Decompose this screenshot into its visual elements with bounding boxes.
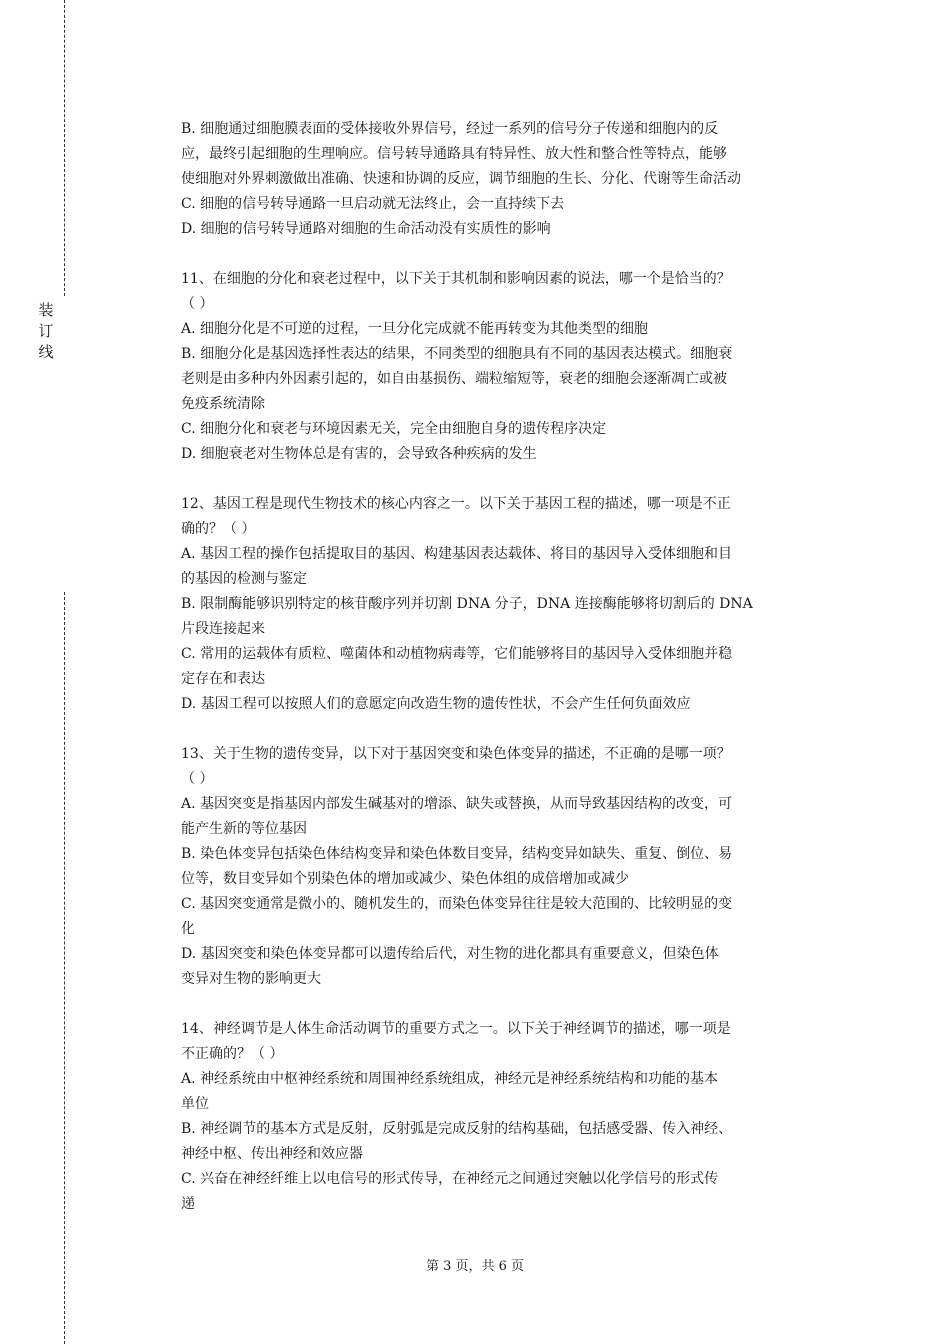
option-b-continued: 老则是由多种内外因素引起的，如自由基损伤、端粒缩短等，衰老的细胞会逐渐凋亡或被 <box>181 371 727 387</box>
option-a-continued: 能产生新的等位基因 <box>181 821 307 837</box>
option-d: D. 基因突变和染色体变异都可以遗传给后代，对生物的进化都具有重要意义，但染色体 <box>181 946 719 962</box>
option-b: B. 染色体变异包括染色体结构变异和染色体数目变异，结构变异如缺失、重复、倒位、易 <box>181 846 733 862</box>
option-b-continued: 神经中枢、传出神经和效应器 <box>181 1146 363 1162</box>
option-b-continued: 片段连接起来 <box>181 621 265 637</box>
question-stem: 14、神经调节是人体生命活动调节的重要方式之一。以下关于神经调节的描述，哪一项是 <box>181 1021 731 1037</box>
option-c: C. 兴奋在神经纤维上以电信号的形式传导，在神经元之间通过突触以化学信号的形式传 <box>181 1171 719 1187</box>
option-c-continued: 定存在和表达 <box>181 671 265 687</box>
option-a: A. 基因突变是指基因内部发生碱基对的增添、缺失或替换，从而导致基因结构的改变，可 <box>181 796 733 812</box>
question-stem-continued: 确的？（ ） <box>181 521 256 537</box>
option-d-continued: 变异对生物的影响更大 <box>181 971 321 987</box>
option-b-continued: 免疫系统清除 <box>181 396 265 412</box>
binding-line-top <box>64 0 65 296</box>
option-c: C. 细胞分化和衰老与环境因素无关，完全由细胞自身的遗传程序决定 <box>181 421 607 437</box>
page-footer <box>0 1258 950 1276</box>
page-number: 第 3 页，共 6 页 <box>425 1259 525 1274</box>
question-10-continuation <box>181 117 841 242</box>
question-stem-continued: 不正确的？（ ） <box>181 1046 284 1062</box>
question-13 <box>181 742 841 992</box>
option-d: D. 细胞衰老对生物体总是有害的，会导致各种疾病的发生 <box>181 446 537 462</box>
question-12 <box>181 492 841 717</box>
option-b: B. 细胞分化是基因选择性表达的结果，不同类型的细胞具有不同的基因表达模式。细胞衰 <box>181 346 733 362</box>
option-c: C. 基因突变通常是微小的、随机发生的，而染色体变异往往是较大范围的、比较明显的变 <box>181 896 733 912</box>
binding-label-char: 线 <box>38 343 54 361</box>
answer-blank: （ ） <box>181 771 214 787</box>
option-c: C. 常用的运载体有质粒、噬菌体和动植物病毒等，它们能够将目的基因导入受体细胞并稳 <box>181 646 733 662</box>
question-stem: 13、关于生物的遗传变异，以下对于基因突变和染色体变异的描述，不正确的是哪一项？ <box>181 746 731 762</box>
option-a: A. 基因工程的操作包括提取目的基因、构建基因表达载体、将目的基因导入受体细胞和目 <box>181 546 733 562</box>
question-content <box>181 117 841 1217</box>
question-11 <box>181 267 841 467</box>
option-b: B. 限制酶能够识别特定的核苷酸序列并切割 DNA 分子，DNA 连接酶能够将切割后的 DNA <box>181 596 753 612</box>
option-b-continued: 位等，数目变异如个别染色体的增加或减少、染色体组的成倍增加或减少 <box>181 871 629 887</box>
option-c: C. 细胞的信号转导通路一旦启动就无法终止，会一直持续下去 <box>181 196 565 212</box>
option-a: A. 细胞分化是不可逆的过程，一旦分化完成就不能再转变为其他类型的细胞 <box>181 321 649 337</box>
option-d: D. 细胞的信号转导通路对细胞的生命活动没有实质性的影响 <box>181 221 551 237</box>
option-a: A. 神经系统由中枢神经系统和周围神经系统组成，神经元是神经系统结构和功能的基本 <box>181 1071 719 1087</box>
question-14 <box>181 1017 841 1217</box>
option-b-continued: 使细胞对外界刺激做出准确、快速和协调的反应，调节细胞的生长、分化、代谢等生命活动 <box>181 171 741 187</box>
option-d: D. 基因工程可以按照人们的意愿定向改造生物的遗传性状，不会产生任何负面效应 <box>181 696 691 712</box>
option-a-continued: 单位 <box>181 1096 209 1112</box>
binding-line-bottom <box>64 592 65 1344</box>
option-b: B. 神经调节的基本方式是反射，反射弧是完成反射的结构基础，包括感受器、传入神经、 <box>181 1121 733 1137</box>
binding-label <box>36 300 56 363</box>
binding-label-char: 订 <box>38 322 54 340</box>
option-b: B. 细胞通过细胞膜表面的受体接收外界信号，经过一系列的信号分子传递和细胞内的反 <box>181 121 719 137</box>
option-b-continued: 应，最终引起细胞的生理响应。信号转导通路具有特异性、放大性和整合性等特点，能够 <box>181 146 727 162</box>
question-stem: 12、基因工程是现代生物技术的核心内容之一。以下关于基因工程的描述，哪一项是不正 <box>181 496 731 512</box>
option-a-continued: 的基因的检测与鉴定 <box>181 571 307 587</box>
binding-label-char: 装 <box>38 301 54 319</box>
question-stem: 11、在细胞的分化和衰老过程中，以下关于其机制和影响因素的说法，哪一个是恰当的？ <box>181 271 731 287</box>
answer-blank: （ ） <box>181 296 214 312</box>
option-c-continued: 递 <box>181 1196 195 1212</box>
option-c-continued: 化 <box>181 921 195 937</box>
